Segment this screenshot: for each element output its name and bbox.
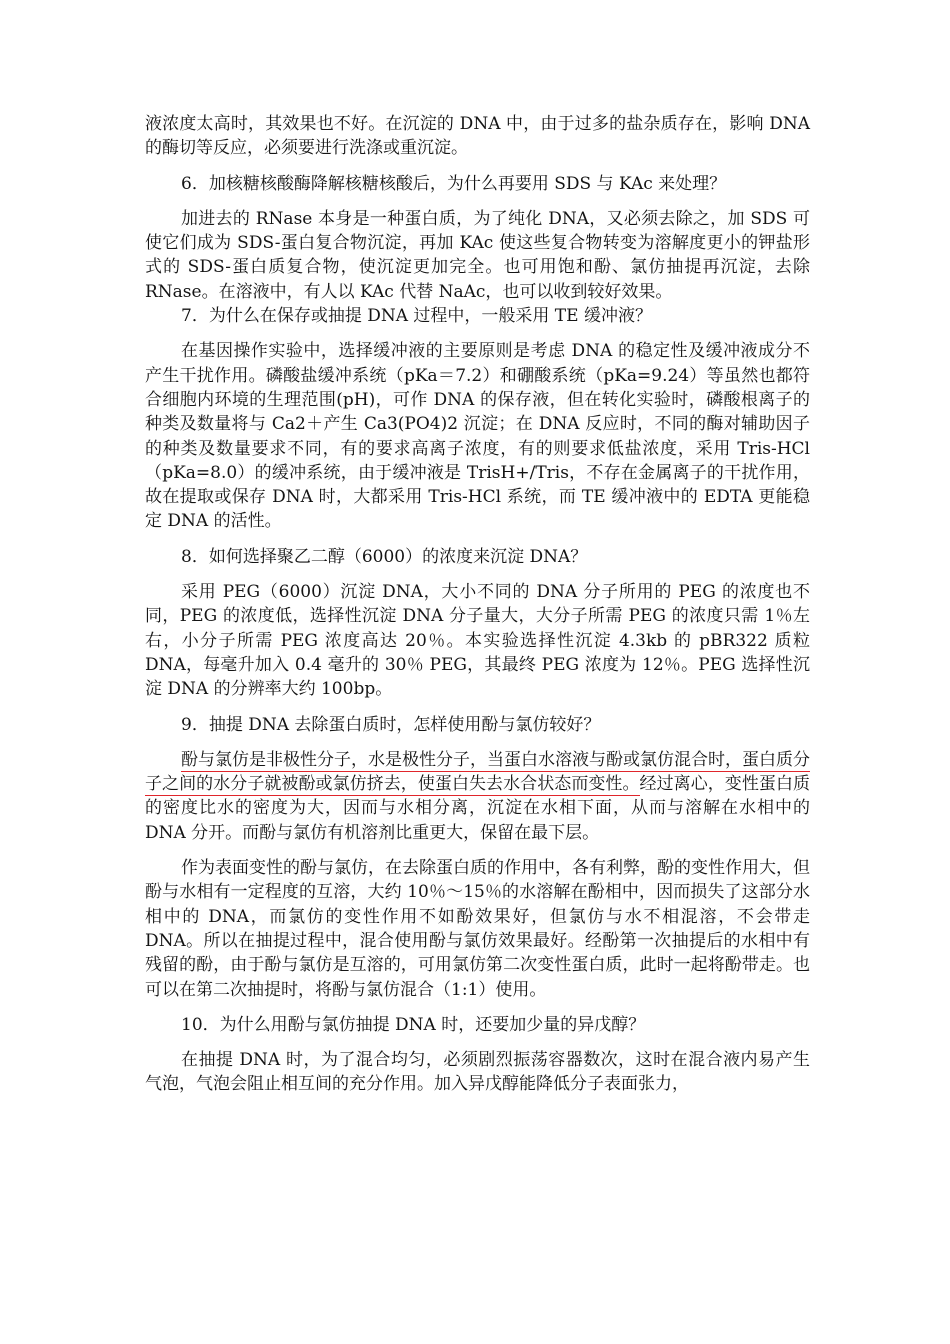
question-9: 9．抽提 DNA 去除蛋白质时，怎样使用酚与氯仿较好？ bbox=[181, 714, 601, 735]
answer-6: 加进去的 RNase 本身是一种蛋白质，为了纯化 DNA，又必须去除之，加 SDS 可使它们成为 SDS-蛋白复合物沉淀，再加 KAc 使这些复合物转变为溶解度更小的钾盐形式的 SDS-蛋白质复合物，使沉淀更加完全。也可用饱和酚、氯仿抽提再沉淀，去除 RNase。在溶液中，有人以 KAc 代替 NaAc，也可以收到较好效果。 bbox=[145, 208, 810, 302]
question-10: 10．为什么用酚与氯仿抽提 DNA 时，还要加少量的异戊醇？ bbox=[181, 1014, 646, 1035]
answer-7: 在基因操作实验中，选择缓冲液的主要原则是考虑 DNA 的稳定性及缓冲液成分不产生干扰作用。磷酸盐缓冲系统（pKa＝7.2）和硼酸系统（pKa=9.24）等虽然也都符合细胞内环境的生理范围(pH)，可作 DNA 的保存液，但在转化实验时，磷酸根离子的种类及数量将与 Ca2＋产生 Ca3(PO4)2 沉淀；在 DNA 反应时，不同的酶对辅助因子的种类及数量要求不同，有的要求高离子浓度，有的则要求低盐浓度，采用 Tris-HCl（pKa=8.0）的缓冲系统，由于缓冲液是 TrisH+/Tris，不存在金属离子的干扰作用，故在提取或保存 DNA 时，大都采用 Tris-HCl 系统，而 TE 缓冲液中的 EDTA 更能稳定 DNA 的活性。 bbox=[145, 341, 810, 532]
underlined-highlight: 酚与氯仿是非极性分子，水是极性分子，当蛋白水溶液与酚或氯仿混合时，蛋白质分子之间的水分子就被酚或氯仿挤去，使蛋白失去水合状态而变性。 bbox=[145, 749, 810, 795]
question-8: 8．如何选择聚乙二醇（6000）的浓度来沉淀 DNA？ bbox=[181, 546, 588, 567]
paragraph-continuation: 液浓度太高时，其效果也不好。在沉淀的 DNA 中，由于过多的盐杂质存在，影响 DNA 的酶切等反应，必须要进行洗涤或重沉淀。 bbox=[145, 114, 810, 159]
question-6: 6．加核糖核酸酶降解核糖核酸后，为什么再要用 SDS 与 KAc 来处理？ bbox=[181, 173, 727, 194]
answer-9 bbox=[145, 748, 810, 845]
answer-10: 在抽提 DNA 时，为了混合均匀，必须剧烈振荡容器数次，这时在混合液内易产生气泡，气泡会阻止相互间的充分作用。加入异戊醇能降低分子表面张力， bbox=[145, 1050, 810, 1095]
question-7: 7．为什么在保存或抽提 DNA 过程中，一般采用 TE 缓冲液？ bbox=[181, 306, 652, 327]
answer-9-continued: 作为表面变性的酚与氯仿，在去除蛋白质的作用中，各有利弊，酚的变性作用大，但酚与水相有一定程度的互溶，大约 10％～15％的水溶解在酚相中，因而损失了这部分水相中的 DNA，而氯仿的变性作用不如酚效果好，但氯仿与水不相混溶，不会带走 DNA。所以在抽提过程中，混合使用酚与氯仿效果最好。经酚第一次抽提后的水相中有残留的酚，由于酚与氯仿是互溶的，可用氯仿第二次变性蛋白质，此时一起将酚带走。也可以在第二次抽提时，将酚与氯仿混合（1:1）使用。 bbox=[145, 858, 810, 1000]
answer-8: 采用 PEG（6000）沉淀 DNA，大小不同的 DNA 分子所用的 PEG 的浓度也不同，PEG 的浓度低，选择性沉淀 DNA 分子量大，大分子所需 PEG 的浓度只需 1％左右，小分子所需 PEG 浓度高达 20％。本实验选择性沉淀 4.3kb 的 pBR322 质粒 DNA，每毫升加入 0.4 毫升的 30％ PEG，其最终 PEG 浓度为 12％。PEG 选择性沉淀 DNA 的分辨率大约 100bp。 bbox=[145, 582, 810, 700]
answer-9-rest: 经过离心，变性蛋白质的密度比水的密度为大，因而与水相分离，沉淀在水相下面，从而与溶解在水相中的 DNA 分开。而酚与氯仿有机溶剂比重更大，保留在最下层。 bbox=[145, 774, 811, 843]
document-body bbox=[145, 112, 810, 1097]
